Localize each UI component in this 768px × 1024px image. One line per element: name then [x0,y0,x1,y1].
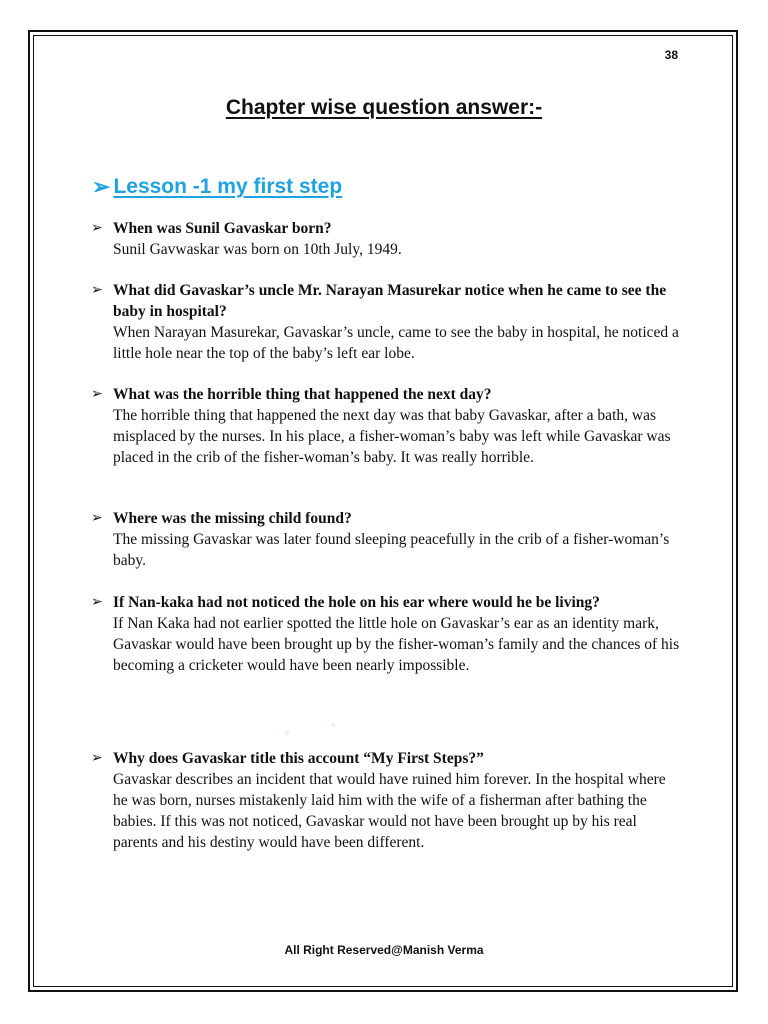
question-text: If Nan-kaka had not noticed the hole on his ear where would he be living? [113,594,600,611]
qa-item-4 [91,508,681,571]
question-text: When was Sunil Gavaskar born? [113,220,332,237]
question-text: Why does Gavaskar title this account “My First Steps?” [113,750,484,767]
arrow-bullet-icon: ➢ [91,221,103,236]
answer-text: The horrible thing that happened the next day was that baby Gavaskar, after a bath, was misplaced by the nurses. In his place, a fisher-woman’s baby was left while Gavaskar was placed in the crib of the fisher-woman’s baby. It was really horrible. [113,407,671,466]
qa-item-5 [91,592,681,676]
answer-text: If Nan Kaka had not earlier spotted the little hole on Gavaskar’s ear as an identity mark, Gavaskar would have been brought up by the fisher-woman’s family and the chances of his becoming a cricketer would have been nearly impossible. [113,615,680,674]
answer-text: The missing Gavaskar was later found sleeping peacefully in the crib of a fisher-woman’s baby. [113,531,670,569]
qa-item-1 [91,218,681,260]
answer-text: Gavaskar describes an incident that would have ruined him forever. In the hospital where he was born, nurses mistakenly laid him with the wife of a fisherman after bathing the babies. If this was not noticed, Gavaskar would not have been brought up by his real parents and his destiny would have been different. [113,771,666,851]
footer-copyright: All Right Reserved@Manish Verma [284,943,484,957]
lesson-title-text: Lesson -1 my first step [113,175,343,198]
lesson-title [92,174,342,200]
watermark-mark: · · [276,700,344,754]
arrow-bullet-icon: ➢ [91,751,103,766]
question-text: What was the horrible thing that happened the next day? [113,386,492,403]
qa-item-3 [91,384,681,468]
question-text: What did Gavaskar’s uncle Mr. Narayan Masurekar notice when he came to see the baby in hospital? [113,282,667,320]
arrow-bullet-icon: ➢ [92,174,111,199]
page-number: 38 [664,48,678,62]
page-heading: Chapter wise question answer:- [225,96,543,119]
arrow-bullet-icon: ➢ [91,283,103,298]
answer-text: When Narayan Masurekar, Gavaskar’s uncle, came to see the baby in hospital, he noticed a little hole near the top of the baby’s left ear lobe. [113,324,679,362]
arrow-bullet-icon: ➢ [91,511,103,526]
qa-item-2 [91,280,681,364]
arrow-bullet-icon: ➢ [91,595,103,610]
qa-item-6 [91,748,681,853]
arrow-bullet-icon: ➢ [91,387,103,402]
question-text: Where was the missing child found? [113,510,352,527]
answer-text: Sunil Gavwaskar was born on 10th July, 1949. [113,241,402,258]
